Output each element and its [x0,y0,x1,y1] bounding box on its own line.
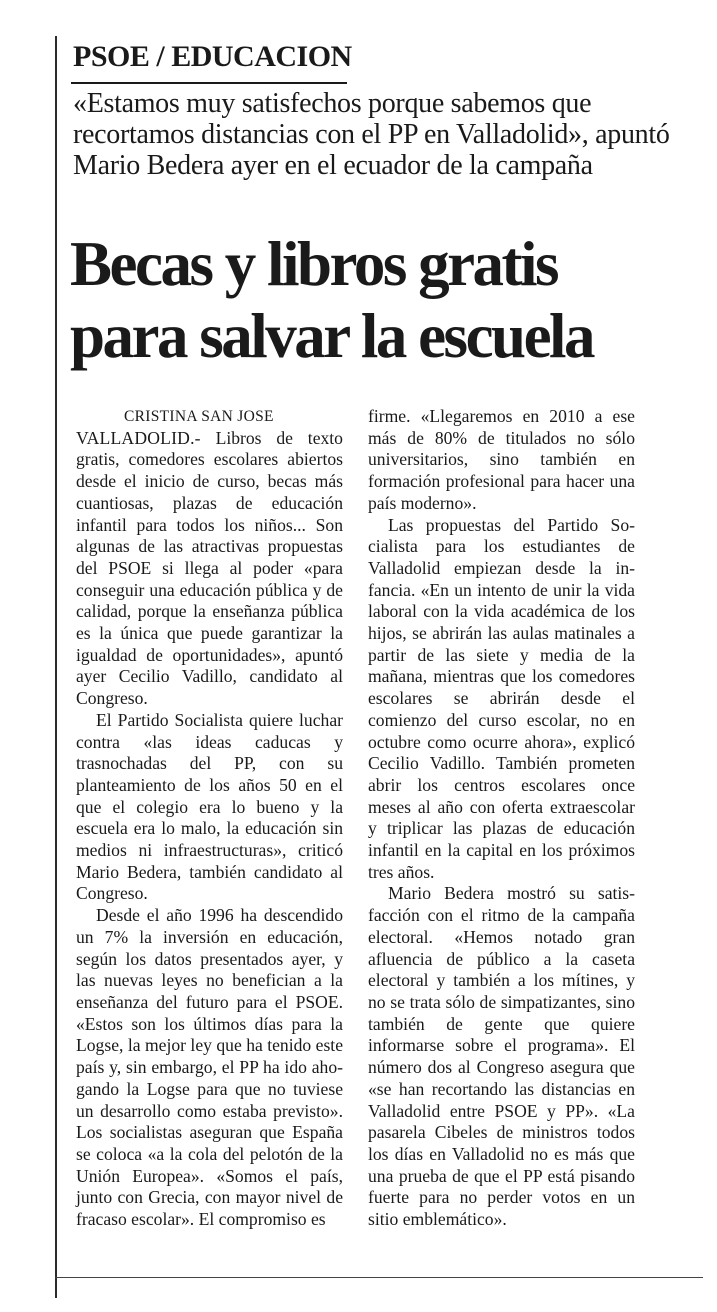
article-column-right [368,406,635,1231]
headline-line-2: para salvar la escuela [70,301,594,371]
kicker-subheadline: «Estamos muy satisfechos porque sabemos que recortamos distancias con el PP en Valladolid», apuntó Mario Bedera ayer en el ecuador de la campaña [73,88,670,181]
section-underline [71,82,347,84]
section-tag: PSOE / EDUCACION [73,40,352,73]
paragraph: firme. «Llegaremos en 2010 a ese más de 80% de titulados no sólo universitarios, sino también en formación profesional para hacer una país moderno». [368,406,635,513]
column-rule-left [55,36,57,1298]
bottom-rule [55,1277,703,1278]
paragraph-text: Libros de texto gratis, comedores escolares abiertos desde el inicio de curso, becas más cuantiosas, plazas de educación infantil para todos los niños... Son algunas de las atractivas propuestas del PSOE si llega al poder «para conseguir una educación pública y de calidad, porque la enseñanza pública es la única que puede garantizar la igualdad de oportunidades», apuntó ayer Cecilio Vadillo, candidato al Congreso. [76,427,343,709]
byline: CRISTINA SAN JOSE [124,408,274,425]
paragraph: Mario Bedera mostró su satisfacción con el ritmo de la campaña electoral. «Hemos notado gran afluencia de público a la caseta electoral y también a los mítines, y no se trata sólo de simpatizantes, sino también de gente que quiere informarse sobre el programa». El número dos al Congreso asegura que «se han recortando las distancias en Valladolid entre PSOE y PP». «La pasarela Cibeles de ministros todos los días en Valladolid no es más que una prueba de que el PP está pisando fuerte para no perder votos en un sitio emblemático». [368,883,635,1230]
paragraph: Desde el año 1996 ha descendido un 7% la inversión en educación, según los datos presentados ayer, y las nuevas leyes no benefician a la enseñanza del futuro para el PSOE. «Estos son los últimos días para la Logse, la mejor ley que ha tenido este país y, sin embargo, el PP ha ido ahogando la Logse para que no tuviese un desarrollo como estaba previsto». Los socialistas aseguran que España se coloca «a la cola del pelotón de la Unión Europea». «Somos el país, junto con Grecia, con mayor nivel de fracaso escolar». El compromiso es [76,905,343,1230]
headline-line-1: Becas y libros gratis [70,229,558,299]
article-column-left [76,406,343,1231]
paragraph [76,428,343,710]
headline [70,228,710,372]
dateline: VALLADOLID.- [76,427,201,448]
paragraph: El Partido Socialista quiere luchar contra «las ideas caducas y trasnochadas del PP, con su planteamiento de los años 50 en el que el colegio era lo bueno y la escuela era lo malo, la educación sin medios ni infraestructuras», criticó Mario Bedera, también candidato al Congreso. [76,709,343,904]
paragraph: Las propuestas del Partido Socialista para los estudiantes de Valladolid empiezan desde la infancia. «En un intento de unir la vida laboral con la vida académica de los hijos, se abrirán las aulas matinales a partir de las siete y media de la mañana, mientras que los comedores escolares se abrirán desde el comienzo del curso escolar, no en octubre como ocurre ahora», explicó Cecilio Vadillo. También prometen abrir los centros escolares once meses al año con oferta extraescolar y triplicar las plazas de educación infantil en la capital en los próximos tres años. [368,514,635,882]
